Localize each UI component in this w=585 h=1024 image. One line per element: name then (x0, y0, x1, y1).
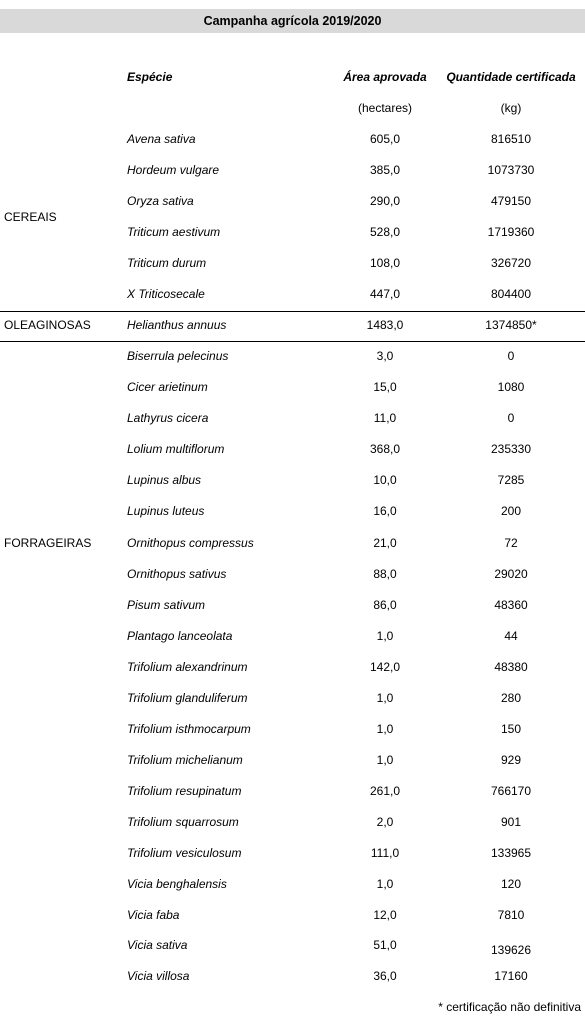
table-row (0, 935, 585, 955)
area-value: 2,0 (376, 815, 394, 829)
area-value: 88,0 (373, 567, 397, 581)
quantity-value: 0 (507, 411, 515, 425)
header-species: Espécie (127, 70, 173, 84)
quantity-value: 479150 (490, 194, 532, 208)
quantity-value: 901 (500, 815, 522, 829)
table-row (0, 781, 585, 801)
table-row (0, 315, 585, 335)
table-row (0, 284, 585, 304)
area-value: 36,0 (373, 969, 397, 983)
area-value: 111,0 (370, 846, 400, 860)
species-name: Biserrula pelecinus (127, 349, 229, 363)
area-value: 51,0 (373, 938, 397, 952)
table-row (0, 377, 585, 397)
species-name: Lupinus luteus (127, 504, 205, 518)
quantity-value: 29020 (494, 567, 528, 581)
area-value: 385,0 (369, 163, 401, 177)
table-row (0, 129, 585, 149)
group-label-cereais: CEREAIS (4, 210, 57, 224)
table-row (0, 439, 585, 459)
table-row (0, 191, 585, 211)
table-row (0, 564, 585, 584)
table-row (0, 470, 585, 490)
area-value: 12,0 (373, 908, 397, 922)
table-row (0, 812, 585, 832)
quantity-value: 929 (500, 753, 522, 767)
table-row (0, 253, 585, 273)
area-value: 16,0 (373, 504, 397, 518)
area-value: 261,0 (369, 784, 401, 798)
quantity-value: 816510 (490, 132, 532, 146)
species-name: Ornithopus compressus (127, 536, 254, 550)
species-name: Trifolium resupinatum (127, 784, 242, 798)
quantity-value: 17160 (494, 969, 528, 983)
species-name: Lathyrus cicera (127, 411, 209, 425)
species-name: Trifolium michelianum (127, 753, 243, 767)
table-row (0, 160, 585, 180)
area-value: 15,0 (373, 380, 397, 394)
area-value: 86,0 (373, 598, 397, 612)
quantity-value: 150 (500, 722, 522, 736)
quantity-value: 0 (507, 349, 515, 363)
table-row (0, 408, 585, 428)
table-row (0, 657, 585, 677)
area-unit: (hectares) (357, 101, 413, 115)
table-title: Campanha agrícola 2019/2020 (0, 9, 585, 33)
species-name: Oryza sativa (127, 194, 194, 208)
quantity-value: 72 (504, 536, 518, 550)
species-name: Hordeum vulgare (127, 163, 220, 177)
area-value: 1,0 (376, 691, 394, 705)
quantity-value: 120 (500, 877, 522, 891)
table-row (0, 222, 585, 242)
area-value: 1,0 (376, 877, 394, 891)
species-name: Triticum durum (127, 256, 207, 270)
quantity-value: 139626 (490, 943, 532, 957)
species-name: Trifolium vesiculosum (127, 846, 242, 860)
quantity-value: 1719360 (487, 225, 535, 239)
table-row (0, 750, 585, 770)
table-row (0, 905, 585, 925)
area-value: 290,0 (369, 194, 401, 208)
quantity-value: 326720 (490, 256, 532, 270)
quantity-unit: (kg) (500, 101, 522, 115)
species-name: Lolium multiflorum (127, 442, 225, 456)
area-value: 528,0 (369, 225, 401, 239)
area-value: 368,0 (369, 442, 401, 456)
header-row (0, 67, 585, 87)
area-value: 108,0 (369, 256, 401, 270)
group-divider (0, 341, 585, 342)
table-row (0, 843, 585, 863)
species-name: Lupinus albus (127, 473, 202, 487)
species-name: Trifolium glanduliferum (127, 691, 248, 705)
area-value: 1,0 (376, 629, 394, 643)
species-name: Pisum sativum (127, 598, 206, 612)
table-row (0, 501, 585, 521)
group-label-forrageiras: FORRAGEIRAS (4, 536, 92, 550)
area-value: 1,0 (376, 753, 394, 767)
quantity-value: 280 (500, 691, 522, 705)
area-value: 1,0 (376, 722, 394, 736)
table-row (0, 874, 585, 894)
species-name: Ornithopus sativus (127, 567, 227, 581)
area-value: 3,0 (376, 349, 394, 363)
quantity-value: 7285 (497, 473, 525, 487)
quantity-value: 1073730 (487, 163, 535, 177)
table-row (0, 719, 585, 739)
footnote: * certificação não definitiva (438, 1000, 581, 1014)
quantity-value: 766170 (490, 784, 532, 798)
area-value: 1483,0 (366, 318, 404, 332)
group-divider (0, 311, 585, 312)
quantity-value: 1080 (497, 380, 525, 394)
species-name: X Triticosecale (127, 287, 205, 301)
species-name: Avena sativa (127, 132, 196, 146)
species-name: Cicer arietinum (127, 380, 208, 394)
table-row (0, 595, 585, 615)
table-row (0, 626, 585, 646)
species-name: Plantago lanceolata (127, 629, 233, 643)
table-row (0, 966, 585, 986)
quantity-value: 48360 (494, 598, 528, 612)
quantity-value: 44 (504, 629, 518, 643)
species-name: Vicia sativa (127, 938, 188, 952)
quantity-value: 804400 (490, 287, 532, 301)
table-row (0, 533, 585, 553)
header-area: Área aprovada (343, 70, 427, 84)
units-row (0, 98, 585, 118)
species-name: Vicia villosa (127, 969, 190, 983)
header-quantity: Quantidade certificada (446, 70, 576, 84)
quantity-value: 48380 (494, 660, 528, 674)
area-value: 142,0 (369, 660, 401, 674)
area-value: 11,0 (373, 411, 397, 425)
species-name: Helianthus annuus (127, 318, 227, 332)
table-row (0, 346, 585, 366)
species-name: Vicia faba (127, 908, 180, 922)
group-label-oleaginosas: OLEAGINOSAS (4, 318, 91, 332)
area-value: 605,0 (369, 132, 401, 146)
quantity-value: 1374850* (485, 318, 537, 332)
area-value: 21,0 (373, 536, 397, 550)
quantity-value: 7810 (497, 908, 525, 922)
species-name: Triticum aestivum (127, 225, 221, 239)
species-name: Trifolium isthmocarpum (127, 722, 251, 736)
species-name: Trifolium alexandrinum (127, 660, 248, 674)
species-name: Trifolium squarrosum (127, 815, 239, 829)
quantity-value: 200 (500, 504, 522, 518)
table-row (0, 688, 585, 708)
quantity-value: 133965 (490, 846, 532, 860)
area-value: 10,0 (373, 473, 397, 487)
quantity-value: 235330 (490, 442, 532, 456)
area-value: 447,0 (369, 287, 401, 301)
species-name: Vicia benghalensis (127, 877, 227, 891)
